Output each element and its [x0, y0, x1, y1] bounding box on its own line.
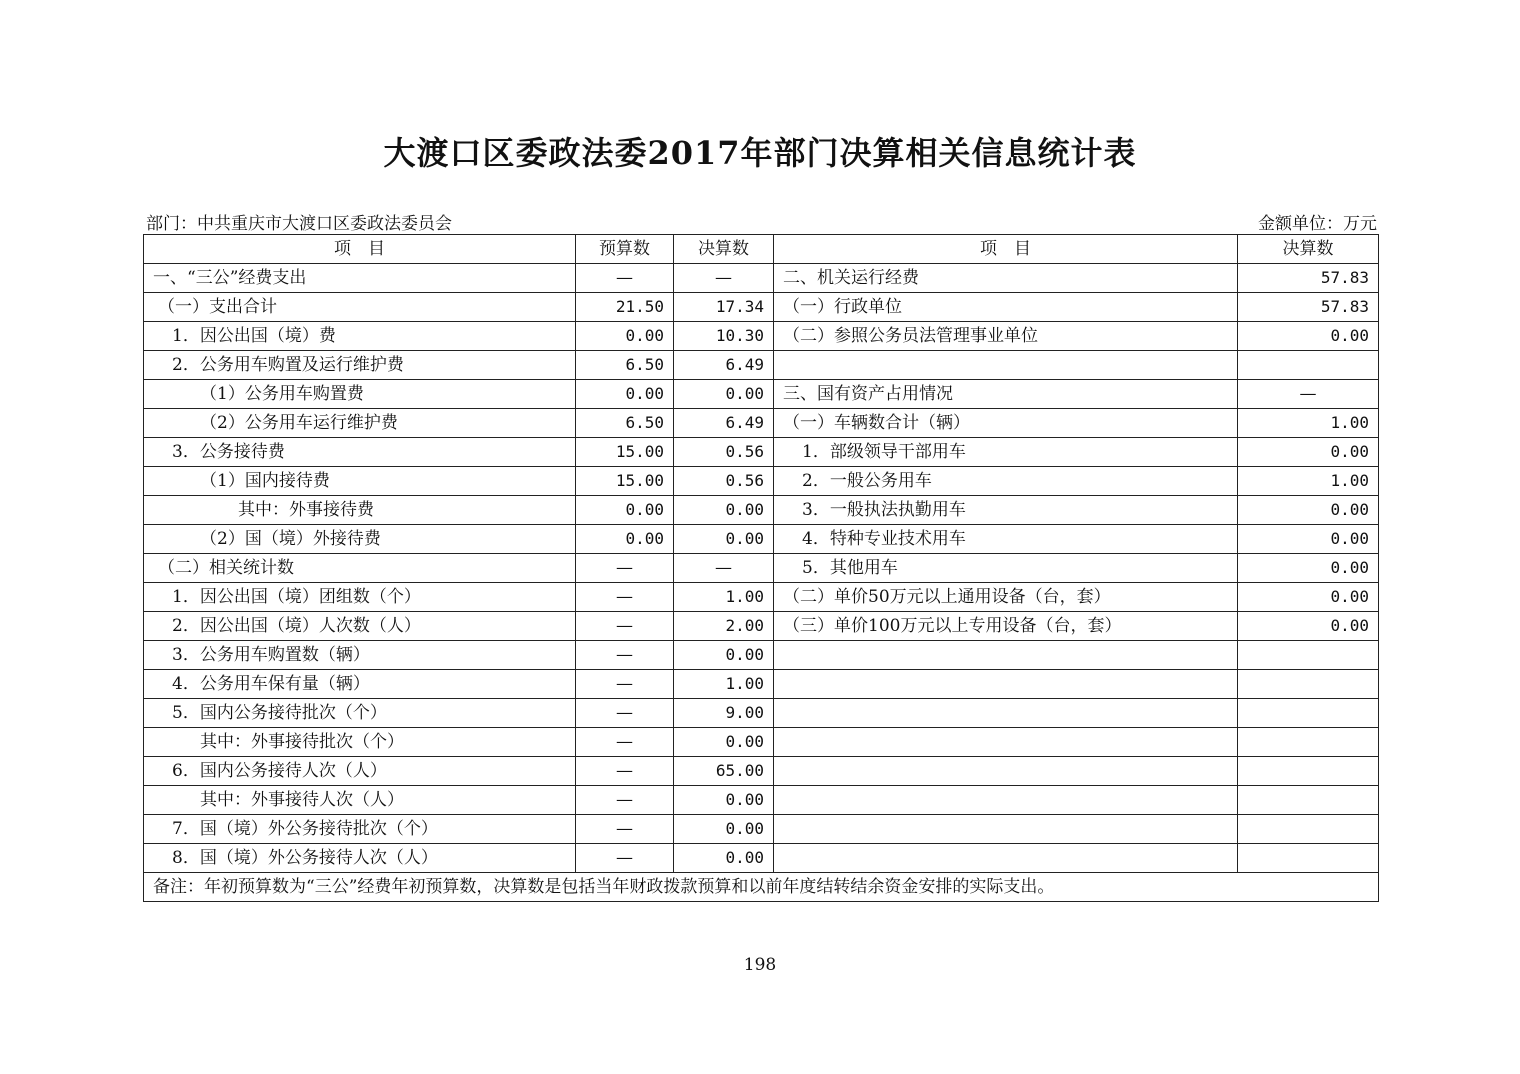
row-budget: — [576, 612, 674, 641]
note-row [144, 873, 1379, 902]
row-budget: 0.00 [576, 322, 674, 351]
row-item-right [774, 641, 1238, 670]
table-row [144, 757, 1379, 786]
row-item-right: （一）车辆数合计（辆） [774, 409, 1238, 438]
table-row [144, 699, 1379, 728]
row-final-right: — [1238, 380, 1379, 409]
row-item-right [774, 728, 1238, 757]
header-row [144, 235, 1379, 264]
statistics-table [143, 234, 1379, 902]
row-item-right: （一）行政单位 [774, 293, 1238, 322]
table-row [144, 786, 1379, 815]
row-item-left: 1．因公出国（境）团组数（个） [144, 583, 576, 612]
row-budget: — [576, 757, 674, 786]
row-final: 0.00 [674, 786, 774, 815]
header-final: 决算数 [674, 235, 774, 264]
row-final-right [1238, 757, 1379, 786]
table-note: 备注：年初预算数为“三公”经费年初预算数，决算数是包括当年财政拨款预算和以前年度结转结余资金安排的实际支出。 [144, 873, 1379, 902]
row-final-right: 0.00 [1238, 554, 1379, 583]
row-item-right [774, 699, 1238, 728]
row-item-right: （二）单价50万元以上通用设备（台，套） [774, 583, 1238, 612]
row-item-left: 2．因公出国（境）人次数（人） [144, 612, 576, 641]
row-final: 1.00 [674, 583, 774, 612]
table-row [144, 554, 1379, 583]
row-item-left: 其中：外事接待费 [144, 496, 576, 525]
row-item-left: （1）公务用车购置费 [144, 380, 576, 409]
row-item-left: 6．国内公务接待人次（人） [144, 757, 576, 786]
row-final: — [674, 554, 774, 583]
row-item-right [774, 815, 1238, 844]
row-item-left: 1．因公出国（境）费 [144, 322, 576, 351]
row-final: 65.00 [674, 757, 774, 786]
header-item-right: 项 目 [774, 235, 1238, 264]
row-final-right [1238, 728, 1379, 757]
table-row [144, 583, 1379, 612]
row-final-right: 0.00 [1238, 612, 1379, 641]
row-budget: — [576, 699, 674, 728]
row-final-right: 0.00 [1238, 322, 1379, 351]
row-item-right: 4．特种专业技术用车 [774, 525, 1238, 554]
department-label: 部门：中共重庆市大渡口区委政法委员会 [146, 214, 452, 234]
row-final-right: 0.00 [1238, 525, 1379, 554]
row-item-right: （二）参照公务员法管理事业单位 [774, 322, 1238, 351]
row-budget: — [576, 786, 674, 815]
row-final: 0.00 [674, 641, 774, 670]
row-final: 10.30 [674, 322, 774, 351]
row-final: 6.49 [674, 351, 774, 380]
table-row [144, 496, 1379, 525]
table-row [144, 438, 1379, 467]
row-budget: — [576, 728, 674, 757]
row-final-right: 57.83 [1238, 293, 1379, 322]
table-row [144, 409, 1379, 438]
row-final-right [1238, 815, 1379, 844]
row-item-left: 3．公务接待费 [144, 438, 576, 467]
row-budget: — [576, 815, 674, 844]
row-budget: — [576, 554, 674, 583]
row-final-right: 0.00 [1238, 496, 1379, 525]
table-row [144, 293, 1379, 322]
row-final-right: 1.00 [1238, 409, 1379, 438]
row-budget: 0.00 [576, 525, 674, 554]
header-budget: 预算数 [576, 235, 674, 264]
row-final-right [1238, 670, 1379, 699]
row-item-left: 2．公务用车购置及运行维护费 [144, 351, 576, 380]
row-budget: 21.50 [576, 293, 674, 322]
table-row [144, 815, 1379, 844]
row-final-right: 1.00 [1238, 467, 1379, 496]
row-budget: — [576, 264, 674, 293]
row-budget: — [576, 844, 674, 873]
page-number: 198 [743, 955, 777, 975]
row-final-right [1238, 699, 1379, 728]
table-row [144, 612, 1379, 641]
row-budget: — [576, 583, 674, 612]
row-item-left: 3．公务用车购置数（辆） [144, 641, 576, 670]
row-final: 0.00 [674, 815, 774, 844]
row-final: 6.49 [674, 409, 774, 438]
row-final-right [1238, 351, 1379, 380]
row-budget: 6.50 [576, 351, 674, 380]
row-final-right [1238, 786, 1379, 815]
row-final: 0.00 [674, 380, 774, 409]
row-final: 0.56 [674, 438, 774, 467]
row-item-right [774, 786, 1238, 815]
row-final: 0.00 [674, 496, 774, 525]
row-item-right: 1．部级领导干部用车 [774, 438, 1238, 467]
row-final: 1.00 [674, 670, 774, 699]
header-item-left: 项 目 [144, 235, 576, 264]
row-item-right: 三、国有资产占用情况 [774, 380, 1238, 409]
row-final-right: 57.83 [1238, 264, 1379, 293]
unit-label: 金额单位：万元 [1258, 214, 1377, 234]
row-budget: — [576, 670, 674, 699]
table-row [144, 728, 1379, 757]
row-item-left: （2）国（境）外接待费 [144, 525, 576, 554]
row-final: 0.00 [674, 525, 774, 554]
row-final-right: 0.00 [1238, 438, 1379, 467]
row-item-left: 其中：外事接待人次（人） [144, 786, 576, 815]
row-item-left: （一）支出合计 [144, 293, 576, 322]
row-item-left: 一、“三公”经费支出 [144, 264, 576, 293]
row-item-right [774, 844, 1238, 873]
row-budget: 15.00 [576, 467, 674, 496]
row-item-left: 4．公务用车保有量（辆） [144, 670, 576, 699]
row-item-left: （1）国内接待费 [144, 467, 576, 496]
table-row [144, 351, 1379, 380]
row-item-right: （三）单价100万元以上专用设备（台，套） [774, 612, 1238, 641]
row-final-right: 0.00 [1238, 583, 1379, 612]
table-row [144, 641, 1379, 670]
table-row [144, 264, 1379, 293]
header-final-right: 决算数 [1238, 235, 1379, 264]
row-final: — [674, 264, 774, 293]
table-row [144, 322, 1379, 351]
row-budget: — [576, 641, 674, 670]
row-item-left: （二）相关统计数 [144, 554, 576, 583]
row-item-left: （2）公务用车运行维护费 [144, 409, 576, 438]
row-final: 0.00 [674, 728, 774, 757]
row-final: 9.00 [674, 699, 774, 728]
row-item-right [774, 757, 1238, 786]
row-item-left: 其中：外事接待批次（个） [144, 728, 576, 757]
row-final: 0.56 [674, 467, 774, 496]
row-budget: 0.00 [576, 380, 674, 409]
row-budget: 6.50 [576, 409, 674, 438]
row-budget: 0.00 [576, 496, 674, 525]
row-budget: 15.00 [576, 438, 674, 467]
row-final: 0.00 [674, 844, 774, 873]
table-row [144, 844, 1379, 873]
row-item-left: 8．国（境）外公务接待人次（人） [144, 844, 576, 873]
row-item-right: 3．一般执法执勤用车 [774, 496, 1238, 525]
row-final: 17.34 [674, 293, 774, 322]
row-final-right [1238, 641, 1379, 670]
row-final: 2.00 [674, 612, 774, 641]
row-item-right: 二、机关运行经费 [774, 264, 1238, 293]
table-row [144, 467, 1379, 496]
page-title: 大渡口区委政法委2017年部门决算相关信息统计表 [383, 134, 1137, 172]
table-row [144, 380, 1379, 409]
row-item-right [774, 351, 1238, 380]
row-item-left: 5．国内公务接待批次（个） [144, 699, 576, 728]
table-row [144, 525, 1379, 554]
row-item-left: 7．国（境）外公务接待批次（个） [144, 815, 576, 844]
row-item-right: 5．其他用车 [774, 554, 1238, 583]
table-body [144, 235, 1379, 902]
table-row [144, 670, 1379, 699]
row-final-right [1238, 844, 1379, 873]
row-item-right [774, 670, 1238, 699]
row-item-right: 2．一般公务用车 [774, 467, 1238, 496]
